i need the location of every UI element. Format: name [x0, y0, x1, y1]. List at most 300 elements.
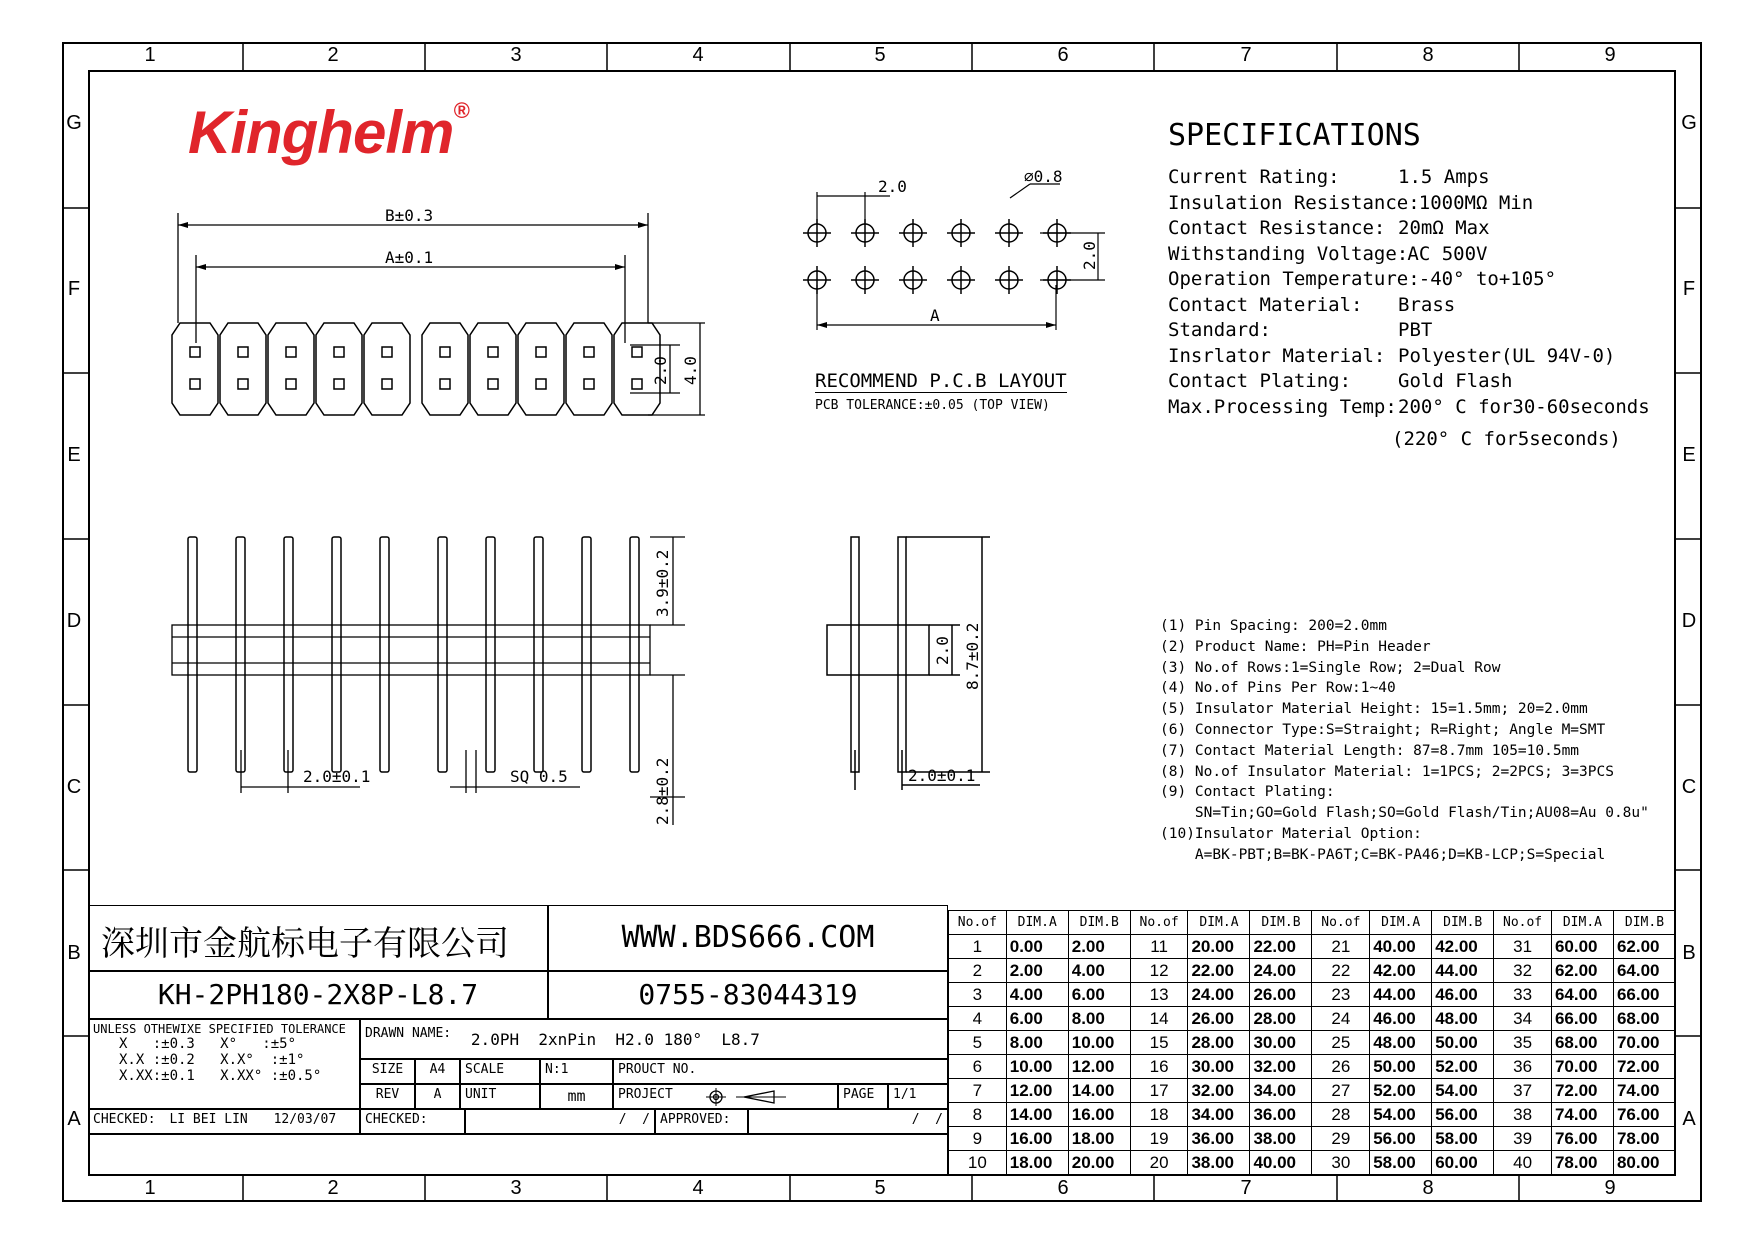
sv-dim-bottom: 2.8±0.2	[653, 757, 672, 825]
table-cell: 16.00	[1006, 1127, 1068, 1151]
table-cell: 30.00	[1250, 1031, 1312, 1055]
drawn-name: 2.0PH 2xnPin H2.0 180° L8.7	[470, 1030, 760, 1049]
table-cell: 28.00	[1188, 1031, 1250, 1055]
pcb-dim-row: 2.0	[1080, 241, 1099, 270]
table-cell: 60.00	[1432, 1151, 1494, 1175]
table-cell: 18.00	[1068, 1127, 1130, 1151]
spec-extra-line: (220° C for5seconds)	[1392, 428, 1621, 450]
table-row	[949, 1055, 1676, 1079]
table-cell: 20	[1130, 1151, 1188, 1175]
pin-square	[334, 347, 344, 357]
tolerance-cell	[88, 1019, 360, 1109]
table-cell: 68.00	[1613, 1007, 1675, 1031]
table-cell: 74.00	[1551, 1103, 1613, 1127]
spec-value: Polyester(UL 94V-0)	[1398, 344, 1616, 367]
table-cell: 39	[1494, 1127, 1552, 1151]
dim-table-header: DIM.B	[1432, 911, 1494, 935]
table-cell: 52.00	[1432, 1055, 1494, 1079]
unit-value-cell: mm	[540, 1084, 613, 1109]
pin-square	[584, 379, 594, 389]
dim-table-header: DIM.B	[1068, 911, 1130, 935]
table-cell: 22.00	[1188, 959, 1250, 983]
checked-date: 12/03/07	[273, 1112, 337, 1127]
header-cell	[172, 323, 218, 415]
table-row	[949, 983, 1676, 1007]
drawn-name-cell	[360, 1019, 948, 1059]
table-row	[949, 1151, 1676, 1175]
spec-value: Gold Flash	[1398, 370, 1513, 392]
project-label: PROJECT	[618, 1087, 673, 1102]
dim-table-header: No.of	[1494, 911, 1552, 935]
zone-row-a-right: A	[1682, 1108, 1696, 1130]
zone-row-g: G	[66, 112, 82, 134]
drawn-name-label: DRAWN NAME:	[365, 1026, 452, 1041]
zone-col-4: 4	[692, 44, 704, 66]
zone-col-6-bottom: 6	[1057, 1177, 1069, 1199]
table-cell: 27	[1312, 1079, 1370, 1103]
pcb-hole	[1043, 219, 1071, 247]
table-cell: 76.00	[1613, 1103, 1675, 1127]
note-line: (5) Insulator Material Height: 15=1.5mm; 20=2.0mm	[1160, 701, 1588, 718]
dim-a-label: A±0.1	[385, 248, 434, 267]
table-cell: 38.00	[1188, 1151, 1250, 1175]
table-cell: 58.00	[1370, 1151, 1432, 1175]
phone: 0755-83044319	[638, 978, 858, 1011]
table-cell: 44.00	[1370, 983, 1432, 1007]
note-line: (4) No.of Pins Per Row:1~40	[1160, 680, 1396, 697]
dim-table-header: DIM.B	[1613, 911, 1675, 935]
table-cell: 26.00	[1188, 1007, 1250, 1031]
pin-square	[238, 379, 248, 389]
zone-col-1-bottom: 1	[144, 1177, 156, 1199]
pcb-layout-title: RECOMMEND P.C.B LAYOUT	[815, 370, 1067, 392]
dim-table-header: DIM.A	[1188, 911, 1250, 935]
size-value-cell: A4	[415, 1059, 460, 1084]
table-cell: 80.00	[1613, 1151, 1675, 1175]
table-cell: 37	[1494, 1079, 1552, 1103]
table-cell: 36	[1494, 1055, 1552, 1079]
table-cell: 78.00	[1551, 1151, 1613, 1175]
note-line: (9) Contact Plating:	[1160, 784, 1335, 801]
table-cell: 8.00	[1068, 1007, 1130, 1031]
pin	[380, 537, 389, 772]
table-cell: 16	[1130, 1055, 1188, 1079]
pcb-dim-a: A	[930, 306, 940, 325]
table-cell: 17	[1130, 1079, 1188, 1103]
note-line: SN=Tin;GO=Gold Flash;SO=Gold Flash/Tin;AU08=Au 0.8u"	[1160, 805, 1649, 822]
table-cell: 66.00	[1551, 1007, 1613, 1031]
table-cell: 36.00	[1188, 1127, 1250, 1151]
part-number: KH-2PH180-2X8P-L8.7	[157, 978, 479, 1011]
header-cell	[316, 323, 362, 415]
pin	[284, 537, 293, 772]
table-cell: 20.00	[1068, 1151, 1130, 1175]
rev-label-cell: REV	[360, 1084, 415, 1109]
table-cell: 12.00	[1006, 1079, 1068, 1103]
zone-row-e-right: E	[1682, 444, 1696, 466]
table-row	[949, 959, 1676, 983]
table-cell: 2	[949, 959, 1007, 983]
table-cell: 68.00	[1551, 1031, 1613, 1055]
pcb-hole	[899, 219, 927, 247]
pin	[236, 537, 245, 772]
pin-square	[190, 347, 200, 357]
spec-label: Contact Material:	[1168, 293, 1363, 316]
table-cell: 46.00	[1370, 1007, 1432, 1031]
header-cell	[422, 323, 468, 415]
table-cell: 10	[949, 1151, 1007, 1175]
approved-date-cell: / /	[748, 1109, 948, 1134]
table-cell: 78.00	[1613, 1127, 1675, 1151]
pcb-dim-hole: ∅0.8	[1024, 170, 1063, 186]
spec-label: Current Rating:	[1168, 166, 1340, 188]
zone-row-d-right: D	[1681, 610, 1697, 632]
table-cell: 22.00	[1250, 935, 1312, 959]
pin-square	[286, 379, 296, 389]
size-label-cell: SIZE	[360, 1059, 415, 1084]
table-cell: 15	[1130, 1031, 1188, 1055]
pcb-dim-pitch: 2.0	[878, 177, 907, 196]
table-cell: 2.00	[1068, 935, 1130, 959]
zone-col-6: 6	[1057, 44, 1069, 66]
table-cell: 62.00	[1613, 935, 1675, 959]
zone-row-b-right: B	[1682, 942, 1696, 964]
table-cell: 76.00	[1551, 1127, 1613, 1151]
table-cell: 10.00	[1068, 1031, 1130, 1055]
table-cell: 58.00	[1432, 1127, 1494, 1151]
dim-table-header: No.of	[949, 911, 1007, 935]
header-cell	[364, 323, 410, 415]
table-cell: 32	[1494, 959, 1552, 983]
spec-label: Max.Processing Temp:	[1168, 395, 1397, 418]
table-cell: 44.00	[1432, 959, 1494, 983]
table-cell: 52.00	[1370, 1079, 1432, 1103]
checked-label: CHECKED:	[93, 1112, 156, 1127]
pin-square	[286, 347, 296, 357]
company-name-cell	[88, 905, 548, 971]
dim-table-header-row	[949, 911, 1676, 935]
spec-value: 1.5 Amps	[1398, 166, 1490, 188]
header-cell	[268, 323, 314, 415]
dim-row-label: 2.0	[651, 356, 670, 385]
table-cell: 4.00	[1006, 983, 1068, 1007]
project-cell	[613, 1084, 838, 1109]
pcb-hole	[1043, 266, 1071, 294]
spec-value: 200° C for30-60seconds	[1398, 395, 1650, 418]
spec-value: 1000MΩ Min	[1418, 191, 1534, 214]
table-cell: 56.00	[1432, 1103, 1494, 1127]
table-cell: 3	[949, 983, 1007, 1007]
table-cell: 0.00	[1006, 935, 1068, 959]
table-cell: 34	[1494, 1007, 1552, 1031]
ev-dim-body: 2.0	[933, 636, 952, 665]
table-cell: 38.00	[1250, 1127, 1312, 1151]
table-cell: 72.00	[1551, 1079, 1613, 1103]
tolerance-title: UNLESS OTHEWIXE SPECIFIED TOLERANCE	[93, 1022, 346, 1036]
pcb-layout-drawing	[790, 170, 1120, 340]
sv-dim-pitch: 2.0±0.1	[303, 767, 371, 786]
zone-col-5: 5	[874, 44, 886, 66]
table-cell: 14.00	[1006, 1103, 1068, 1127]
zone-row-f: F	[67, 278, 81, 300]
phone-cell	[548, 971, 948, 1019]
table-cell: 23	[1312, 983, 1370, 1007]
table-cell: 8.00	[1006, 1031, 1068, 1055]
table-cell: 24.00	[1188, 983, 1250, 1007]
table-cell: 4	[949, 1007, 1007, 1031]
pin	[630, 537, 639, 772]
pin-square	[382, 347, 392, 357]
table-row	[949, 1079, 1676, 1103]
table-cell: 21	[1312, 935, 1370, 959]
pcb-hole	[803, 219, 831, 247]
website: WWW.BDS666.COM	[621, 920, 875, 955]
checked-by: LI BEI LIN	[169, 1112, 248, 1127]
table-cell: 5	[949, 1031, 1007, 1055]
dim-table-header: DIM.A	[1551, 911, 1613, 935]
tolerance-row-2: X.X :±0.2 X.X° :±1°	[119, 1052, 305, 1068]
spec-label: Insrlator Material:	[1168, 344, 1386, 367]
table-row	[949, 1031, 1676, 1055]
table-cell: 42.00	[1370, 959, 1432, 983]
spec-value: Brass	[1398, 293, 1456, 316]
table-cell: 32.00	[1250, 1055, 1312, 1079]
table-cell: 64.00	[1613, 959, 1675, 983]
table-cell: 2.00	[1006, 959, 1068, 983]
zone-col-7-bottom: 7	[1240, 1177, 1252, 1199]
spec-label: Standard:	[1168, 319, 1271, 341]
table-cell: 24	[1312, 1007, 1370, 1031]
part-number-cell	[88, 971, 548, 1019]
scale-value-cell: N:1	[540, 1059, 613, 1084]
note-line: (8) No.of Insulator Material: 1=1PCS; 2=2PCS; 3=3PCS	[1160, 763, 1614, 780]
table-cell: 48.00	[1370, 1031, 1432, 1055]
table-cell: 18.00	[1006, 1151, 1068, 1175]
pcb-hole	[899, 266, 927, 294]
top-view-drawing	[160, 205, 720, 435]
pcb-hole	[947, 266, 975, 294]
pin	[582, 537, 591, 772]
table-cell: 50.00	[1432, 1031, 1494, 1055]
ev-dim-total: 8.7±0.2	[963, 622, 982, 690]
zone-row-f-right: F	[1682, 278, 1696, 300]
spec-label: Contact Plating:	[1168, 370, 1352, 392]
dim-table-header: No.of	[1312, 911, 1370, 935]
table-cell: 74.00	[1613, 1079, 1675, 1103]
zone-row-b: B	[67, 942, 81, 964]
spec-value: AC 500V	[1407, 242, 1488, 265]
table-cell: 1	[949, 935, 1007, 959]
note-line: (3) No.of Rows:1=Single Row; 2=Dual Row	[1160, 659, 1501, 676]
pin	[486, 537, 495, 772]
table-cell: 19	[1130, 1127, 1188, 1151]
pin-square	[632, 379, 642, 389]
table-cell: 40.00	[1250, 1151, 1312, 1175]
table-cell: 62.00	[1551, 959, 1613, 983]
pin-square	[632, 347, 642, 357]
table-cell: 7	[949, 1079, 1007, 1103]
zone-col-1: 1	[144, 44, 156, 66]
pin-square	[334, 379, 344, 389]
table-cell: 30	[1312, 1151, 1370, 1175]
dim-table-header: No.of	[1130, 911, 1188, 935]
table-cell: 12	[1130, 959, 1188, 983]
table-cell: 31	[1494, 935, 1552, 959]
table-cell: 54.00	[1432, 1079, 1494, 1103]
spec-value: PBT	[1398, 319, 1433, 341]
product-no-label-cell: PROUCT NO.	[613, 1059, 948, 1084]
spec-label: Withstanding Voltage:	[1168, 242, 1409, 265]
pcb-hole	[995, 266, 1023, 294]
table-cell: 18	[1130, 1103, 1188, 1127]
pin	[438, 537, 447, 772]
spec-label: Operation Temperature:	[1168, 268, 1420, 290]
table-cell: 9	[949, 1127, 1007, 1151]
checked2-label-cell: CHECKED:	[360, 1109, 465, 1134]
pin-square	[536, 379, 546, 389]
projection-symbol-icon	[706, 1088, 796, 1106]
table-cell: 26.00	[1250, 983, 1312, 1007]
note-line: (6) Connector Type:S=Straight; R=Right; Angle M=SMT	[1160, 722, 1606, 738]
dim-table-header: DIM.A	[1006, 911, 1068, 935]
page-label-cell: PAGE	[838, 1084, 888, 1109]
zone-row-d: D	[66, 610, 82, 632]
table-cell: 35	[1494, 1031, 1552, 1055]
company-name: 深圳市金航标电子有限公司	[101, 924, 509, 964]
sv-dim-sq: SQ 0.5	[510, 767, 568, 786]
pin-square	[584, 347, 594, 357]
table-cell: 70.00	[1551, 1055, 1613, 1079]
table-cell: 4.00	[1068, 959, 1130, 983]
table-cell: 60.00	[1551, 935, 1613, 959]
approved-label-cell: APPROVED:	[655, 1109, 748, 1134]
pin	[332, 537, 341, 772]
table-cell: 50.00	[1370, 1055, 1432, 1079]
table-cell: 70.00	[1613, 1031, 1675, 1055]
pin-square	[382, 379, 392, 389]
table-cell: 66.00	[1613, 983, 1675, 1007]
table-row	[949, 1007, 1676, 1031]
table-cell: 36.00	[1250, 1103, 1312, 1127]
table-cell: 28.00	[1250, 1007, 1312, 1031]
table-cell: 34.00	[1250, 1079, 1312, 1103]
pin-square	[440, 379, 450, 389]
table-cell: 24.00	[1250, 959, 1312, 983]
specifications-title: SPECIFICATIONS	[1168, 118, 1421, 153]
zone-row-e: E	[67, 444, 81, 466]
title-block-filler	[88, 1134, 948, 1176]
table-cell: 32.00	[1188, 1079, 1250, 1103]
note-line: (2) Product Name: PH=Pin Header	[1160, 638, 1431, 655]
table-cell: 8	[949, 1103, 1007, 1127]
table-cell: 30.00	[1188, 1055, 1250, 1079]
end-view-drawing	[810, 525, 1010, 795]
table-cell: 40	[1494, 1151, 1552, 1175]
pin-square	[536, 347, 546, 357]
spec-label: Contact Resistance:	[1168, 217, 1386, 239]
spec-label: Insulation Resistance:	[1168, 191, 1420, 214]
header-cell	[518, 323, 564, 415]
header-cell	[220, 323, 266, 415]
tolerance-row-3: X.XX:±0.1 X.XX° :±0.5°	[119, 1068, 322, 1084]
table-cell: 29	[1312, 1127, 1370, 1151]
pcb-hole	[995, 219, 1023, 247]
pin	[534, 537, 543, 772]
table-cell: 25	[1312, 1031, 1370, 1055]
table-cell: 54.00	[1370, 1103, 1432, 1127]
zone-col-7: 7	[1240, 44, 1252, 66]
side-view-drawing	[160, 525, 720, 845]
dim-width-label: 4.0	[681, 356, 700, 385]
table-cell: 33	[1494, 983, 1552, 1007]
note-line: (1) Pin Spacing: 200=2.0mm	[1160, 618, 1387, 634]
table-cell: 34.00	[1188, 1103, 1250, 1127]
zone-col-4-bottom: 4	[692, 1177, 704, 1199]
table-cell: 16.00	[1068, 1103, 1130, 1127]
pin-square	[190, 379, 200, 389]
table-cell: 6.00	[1068, 983, 1130, 1007]
unit-label-cell: UNIT	[460, 1084, 540, 1109]
dim-table-header: DIM.A	[1370, 911, 1432, 935]
table-cell: 11	[1130, 935, 1188, 959]
checked-cell	[88, 1109, 360, 1134]
pin-square	[238, 347, 248, 357]
pin-square	[440, 347, 450, 357]
table-cell: 14.00	[1068, 1079, 1130, 1103]
scale-label-cell: SCALE	[460, 1059, 540, 1084]
note-line: (10)Insulator Material Option:	[1160, 826, 1422, 842]
ev-dim-pitch: 2.0±0.1	[908, 766, 976, 785]
header-cell	[566, 323, 612, 415]
table-row	[949, 935, 1676, 959]
table-cell: 12.00	[1068, 1055, 1130, 1079]
pcb-hole	[803, 266, 831, 294]
table-cell: 40.00	[1370, 935, 1432, 959]
dim-table-header: DIM.B	[1250, 911, 1312, 935]
dimension-table	[948, 910, 1676, 1175]
table-cell: 38	[1494, 1103, 1552, 1127]
table-cell: 26	[1312, 1055, 1370, 1079]
checked2-date-cell: / /	[465, 1109, 655, 1134]
pcb-layout-subtitle: PCB TOLERANCE:±0.05 (TOP VIEW)	[815, 398, 1050, 413]
zone-col-3-bottom: 3	[510, 1177, 522, 1199]
table-cell: 28	[1312, 1103, 1370, 1127]
logo-registered-mark: ®	[453, 98, 469, 123]
table-cell: 13	[1130, 983, 1188, 1007]
kinghelm-logo	[188, 98, 469, 167]
table-cell: 22	[1312, 959, 1370, 983]
zone-col-8: 8	[1422, 44, 1434, 66]
zone-row-a: A	[67, 1108, 81, 1130]
sv-dim-top: 3.9±0.2	[653, 549, 672, 617]
zone-row-c: C	[66, 776, 82, 798]
spec-value: -40° to+105°	[1418, 268, 1557, 290]
table-cell: 42.00	[1432, 935, 1494, 959]
table-cell: 6	[949, 1055, 1007, 1079]
tolerance-row-1: X :±0.3 X° :±5°	[119, 1036, 297, 1052]
zone-col-3: 3	[510, 44, 522, 66]
table-cell: 14	[1130, 1007, 1188, 1031]
pcb-hole	[947, 219, 975, 247]
note-line: A=BK-PBT;B=BK-PA6T;C=BK-PA46;D=KB-LCP;S=Special	[1160, 846, 1606, 863]
pin	[188, 537, 197, 772]
pcb-hole	[851, 266, 879, 294]
zone-col-9-bottom: 9	[1604, 1177, 1616, 1199]
table-cell: 20.00	[1188, 935, 1250, 959]
table-cell: 10.00	[1006, 1055, 1068, 1079]
zone-row-g-right: G	[1681, 112, 1697, 134]
table-cell: 48.00	[1432, 1007, 1494, 1031]
